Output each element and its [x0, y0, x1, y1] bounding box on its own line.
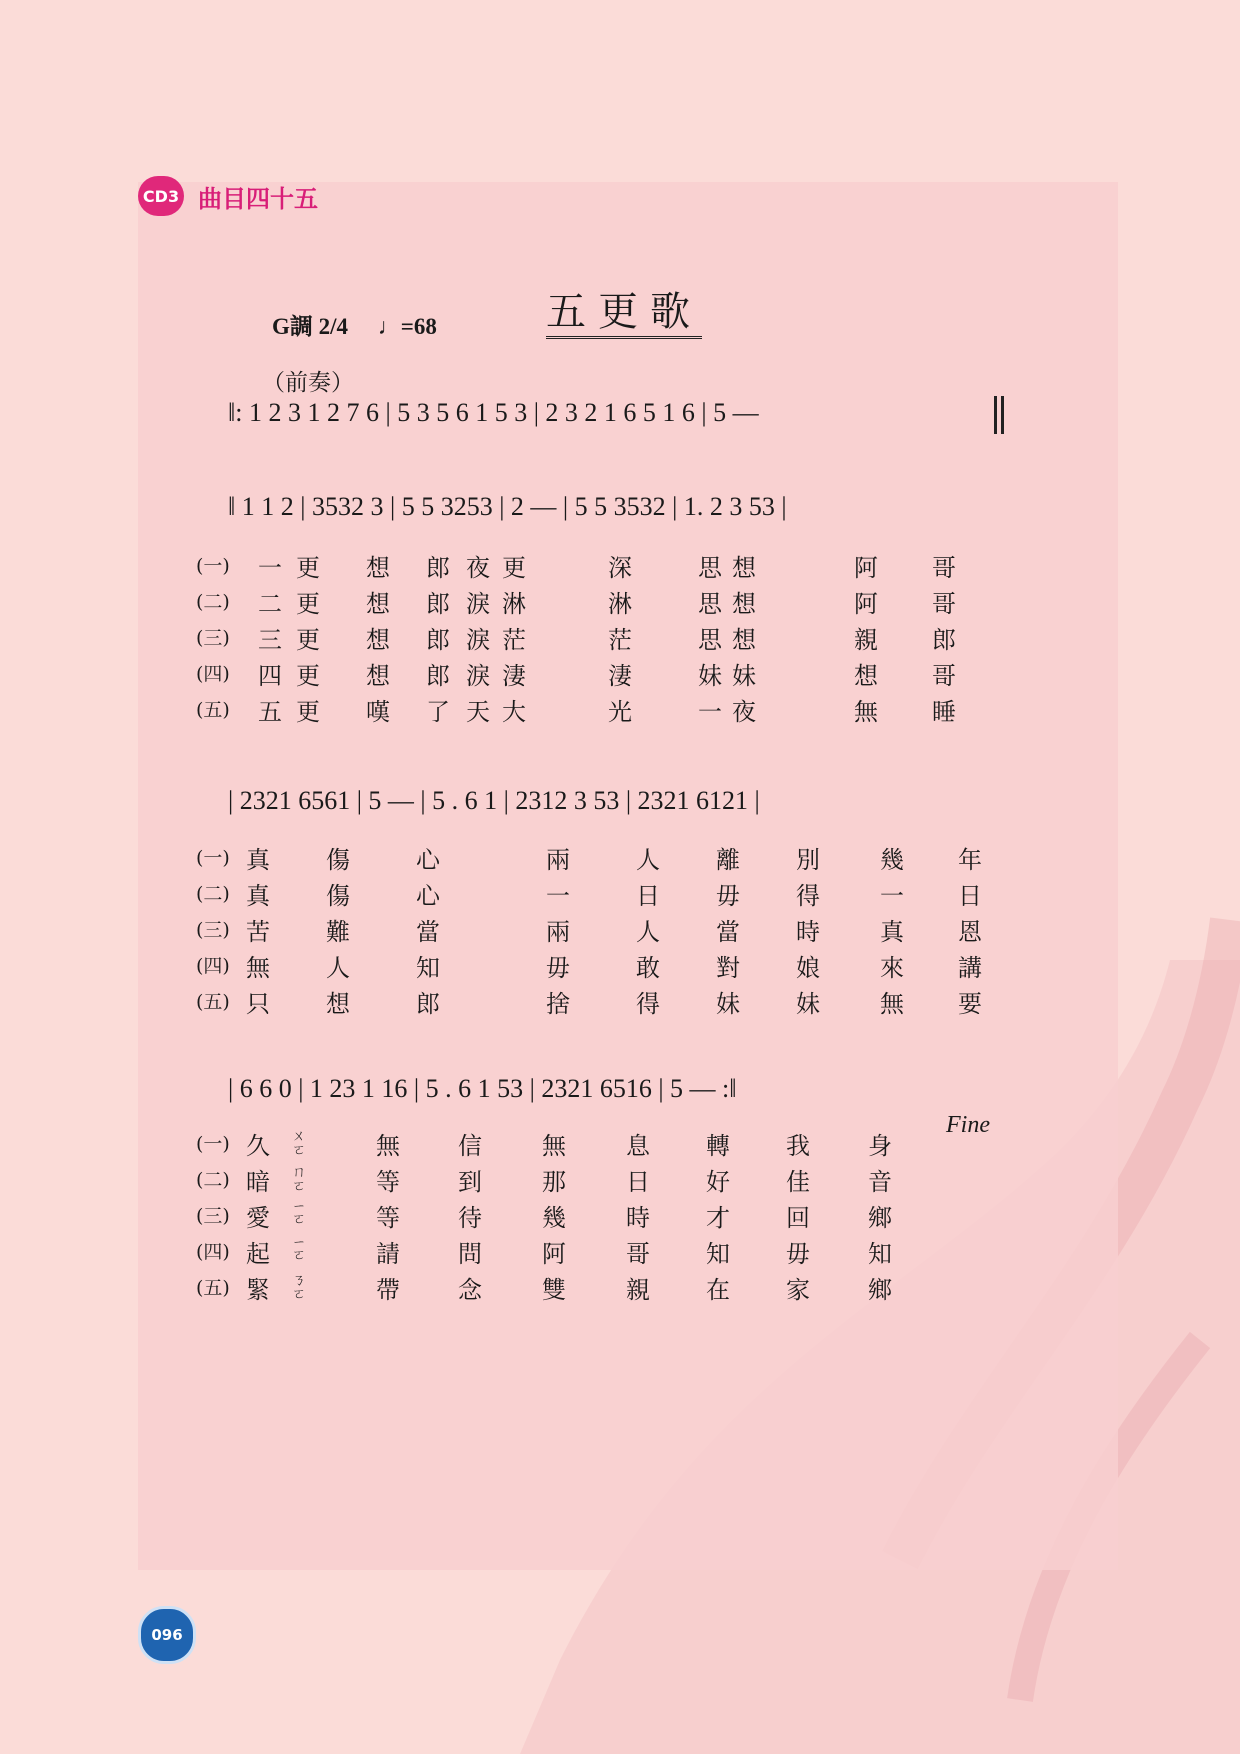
lyric-char: ㄇㄛ	[290, 1164, 306, 1192]
lyric-char: 淚	[466, 590, 490, 618]
lyric-char: 問	[458, 1240, 482, 1268]
lyric-char: 哥	[932, 662, 956, 690]
lyric-char: 人	[636, 918, 660, 946]
lyric-char: 到	[458, 1168, 482, 1196]
lyric-char: 一	[258, 554, 282, 582]
lyric-char: 想	[366, 554, 390, 582]
lyric-char: ㄨㄛ	[290, 1128, 306, 1156]
prelude-label: （前奏）	[262, 370, 354, 396]
lyric-char: 知	[706, 1240, 730, 1268]
lyric-char: 五	[258, 698, 282, 726]
lyric-char: 淚	[466, 626, 490, 654]
verse-number: (四)	[196, 663, 230, 685]
verse-number: (三)	[196, 1205, 230, 1227]
lyric-char: 家	[786, 1276, 810, 1304]
lyric-char: 久	[246, 1132, 270, 1160]
lyric-char: 息	[626, 1132, 650, 1160]
lyric-char: 真	[880, 918, 904, 946]
lyric-char: 郎	[426, 554, 450, 582]
lyric-char: 等	[376, 1204, 400, 1232]
lyric-char: 日	[958, 882, 982, 910]
lyric-char: 要	[958, 990, 982, 1018]
lyric-char: 佳	[786, 1168, 810, 1196]
lyric-char: 郎	[932, 626, 956, 654]
lyric-char: 郎	[426, 590, 450, 618]
system-1-notes: ‖ 1 1 2 | 3532 3 | 5 5 3253 | 2 — | 5 5 3532 | 1. 2 3 53 |	[228, 492, 787, 521]
lyric-char: 幾	[880, 846, 904, 874]
verse-number: (五)	[196, 699, 230, 721]
lyric-char: 知	[416, 954, 440, 982]
lyric-char: 更	[296, 590, 320, 618]
lyric-char: 兩	[546, 918, 570, 946]
lyric-char: 日	[626, 1168, 650, 1196]
lyric-char: 思	[698, 590, 722, 618]
lyric-char: 想	[326, 990, 350, 1018]
lyric-char: 等	[376, 1168, 400, 1196]
lyric-char: ㄧㄛ	[290, 1236, 306, 1262]
lyric-char: 當	[716, 918, 740, 946]
lyric-char: 毋	[546, 954, 570, 982]
lyric-char: 信	[458, 1132, 482, 1160]
lyric-char: 敢	[636, 954, 660, 982]
lyric-char: 待	[458, 1204, 482, 1232]
lyric-char: 娘	[796, 954, 820, 982]
lyric-char: 睡	[932, 698, 956, 726]
final-double-bar	[994, 396, 1004, 434]
lyric-char: 得	[796, 882, 820, 910]
track-label: 曲目四十五	[198, 184, 318, 213]
lyric-char: 想	[366, 590, 390, 618]
lyric-char: 回	[786, 1204, 810, 1232]
lyric-char: ㄧㄛ	[290, 1200, 306, 1226]
track-header	[138, 174, 318, 218]
lyric-char: 哥	[626, 1240, 650, 1268]
verse-number: (二)	[196, 1169, 230, 1191]
lyric-char: 只	[246, 990, 270, 1018]
key-meter-tempo	[272, 308, 437, 341]
lyric-char: 帶	[376, 1276, 400, 1304]
lyric-char: 夜	[466, 554, 490, 582]
lyric-char: 了	[426, 698, 450, 726]
lyric-char: 淒	[502, 662, 526, 690]
lyric-char: 茫	[502, 626, 526, 654]
lyric-char: 恩	[958, 918, 982, 946]
lyric-char: 人	[326, 954, 350, 982]
lyric-char: 真	[246, 846, 270, 874]
lyric-char: 夜	[732, 698, 756, 726]
lyric-char: 人	[636, 846, 660, 874]
lyric-char: 講	[958, 954, 982, 982]
lyric-char: 傷	[326, 882, 350, 910]
lyric-char: 妹	[796, 990, 820, 1018]
lyric-char: 鄉	[868, 1276, 892, 1304]
lyric-char: 更	[502, 554, 526, 582]
verse-number: (四)	[196, 955, 230, 977]
lyric-char: 思	[698, 626, 722, 654]
lyric-char: ㄋㄛ	[290, 1272, 306, 1300]
lyric-char: 時	[626, 1204, 650, 1232]
system-2-notes: | 2321 6561 | 5 — | 5 . 6 1 | 2312 3 53 | 2321 6121 |	[228, 786, 760, 815]
lyric-char: 苦	[246, 918, 270, 946]
lyric-char: 無	[880, 990, 904, 1018]
lyric-char: 天	[466, 698, 490, 726]
lyric-char: 得	[636, 990, 660, 1018]
lyric-char: 年	[958, 846, 982, 874]
lyric-char: 別	[796, 846, 820, 874]
lyric-char: 郎	[416, 990, 440, 1018]
lyric-char: 哥	[932, 554, 956, 582]
lyric-char: 緊	[246, 1276, 270, 1304]
lyric-char: 好	[706, 1168, 730, 1196]
lyric-char: 心	[416, 882, 440, 910]
lyric-char: 毋	[786, 1240, 810, 1268]
lyric-char: 念	[458, 1276, 482, 1304]
verse-number: (一)	[196, 1133, 230, 1155]
lyric-char: 更	[296, 662, 320, 690]
lyric-char: 無	[542, 1132, 566, 1160]
lyric-char: 深	[608, 554, 632, 582]
lyric-char: 幾	[542, 1204, 566, 1232]
lyric-char: 郎	[426, 626, 450, 654]
verse-number: (一)	[196, 555, 230, 577]
lyric-char: 阿	[854, 554, 878, 582]
lyric-char: 真	[246, 882, 270, 910]
lyric-char: 妹	[716, 990, 740, 1018]
prelude-notes: ‖: 1 2 3 1 2 7 6 | 5 3 5 6 1 5 3 | 2 3 2 1 6 5 1 6 | 5 —	[228, 398, 759, 427]
lyric-char: 大	[502, 698, 526, 726]
lyric-char: 三	[258, 626, 282, 654]
lyric-char: 一	[698, 698, 722, 726]
lyric-char: 一	[880, 882, 904, 910]
verse-number: (一)	[196, 847, 230, 869]
lyric-char: 來	[880, 954, 904, 982]
lyric-char: 傷	[326, 846, 350, 874]
cd-badge: CD3	[138, 176, 184, 216]
lyric-char: 難	[326, 918, 350, 946]
lyric-char: 想	[366, 626, 390, 654]
lyric-char: 無	[376, 1132, 400, 1160]
lyric-char: 一	[546, 882, 570, 910]
lyric-char: 身	[868, 1132, 892, 1160]
lyric-char: 淋	[608, 590, 632, 618]
lyric-char: 想	[854, 662, 878, 690]
lyric-char: 親	[626, 1276, 650, 1304]
fine-marking: Fine	[946, 1112, 990, 1138]
lyric-char: 嘆	[366, 698, 390, 726]
lyric-char: 想	[732, 590, 756, 618]
lyric-char: 時	[796, 918, 820, 946]
verse-number: (二)	[196, 883, 230, 905]
lyric-char: 轉	[706, 1132, 730, 1160]
lyric-char: 四	[258, 662, 282, 690]
lyric-char: 二	[258, 590, 282, 618]
lyric-char: 兩	[546, 846, 570, 874]
lyric-char: 鄉	[868, 1204, 892, 1232]
lyric-char: 光	[608, 698, 632, 726]
verse-number: (二)	[196, 591, 230, 613]
lyric-char: 暗	[246, 1168, 270, 1196]
lyric-char: 在	[706, 1276, 730, 1304]
lyric-char: 毋	[716, 882, 740, 910]
lyric-char: 淚	[466, 662, 490, 690]
lyric-char: 日	[636, 882, 660, 910]
lyric-char: 才	[706, 1204, 730, 1232]
page-number: 096	[138, 1606, 196, 1664]
lyric-char: 我	[786, 1132, 810, 1160]
lyric-char: 心	[416, 846, 440, 874]
lyric-char: 離	[716, 846, 740, 874]
lyric-char: 淒	[608, 662, 632, 690]
lyric-char: 妹	[698, 662, 722, 690]
lyric-char: 音	[868, 1168, 892, 1196]
lyric-char: 親	[854, 626, 878, 654]
lyric-char: 雙	[542, 1276, 566, 1304]
verse-number: (五)	[196, 1277, 230, 1299]
lyric-char: 捨	[546, 990, 570, 1018]
lyric-char: 阿	[854, 590, 878, 618]
key-meter: G調 2/4	[272, 314, 349, 339]
lyric-char: 知	[868, 1240, 892, 1268]
lyric-char: 那	[542, 1168, 566, 1196]
lyric-char: 對	[716, 954, 740, 982]
lyric-char: 淋	[502, 590, 526, 618]
system-3-notes: | 6 6 0 | 1 23 1 16 | 5 . 6 1 53 | 2321 6516 | 5 — :‖	[228, 1074, 737, 1103]
verse-number: (三)	[196, 919, 230, 941]
verse-number: (四)	[196, 1241, 230, 1263]
lyric-char: 無	[246, 954, 270, 982]
lyric-char: 更	[296, 554, 320, 582]
lyric-char: 更	[296, 698, 320, 726]
lyric-char: 阿	[542, 1240, 566, 1268]
lyric-char: 更	[296, 626, 320, 654]
lyric-char: 當	[416, 918, 440, 946]
lyric-char: 哥	[932, 590, 956, 618]
song-title: 五更歌	[546, 290, 702, 339]
lyric-char: 愛	[246, 1204, 270, 1232]
lyric-char: 請	[376, 1240, 400, 1268]
lyric-char: 茫	[608, 626, 632, 654]
lyric-char: 起	[246, 1240, 270, 1268]
lyric-char: 妹	[732, 662, 756, 690]
lyric-char: 想	[366, 662, 390, 690]
lyric-char: 郎	[426, 662, 450, 690]
lyric-char: 想	[732, 554, 756, 582]
tempo: ♩=68	[377, 314, 437, 339]
lyric-char: 想	[732, 626, 756, 654]
verse-number: (五)	[196, 991, 230, 1013]
lyric-char: 思	[698, 554, 722, 582]
lyric-char: 無	[854, 698, 878, 726]
verse-number: (三)	[196, 627, 230, 649]
